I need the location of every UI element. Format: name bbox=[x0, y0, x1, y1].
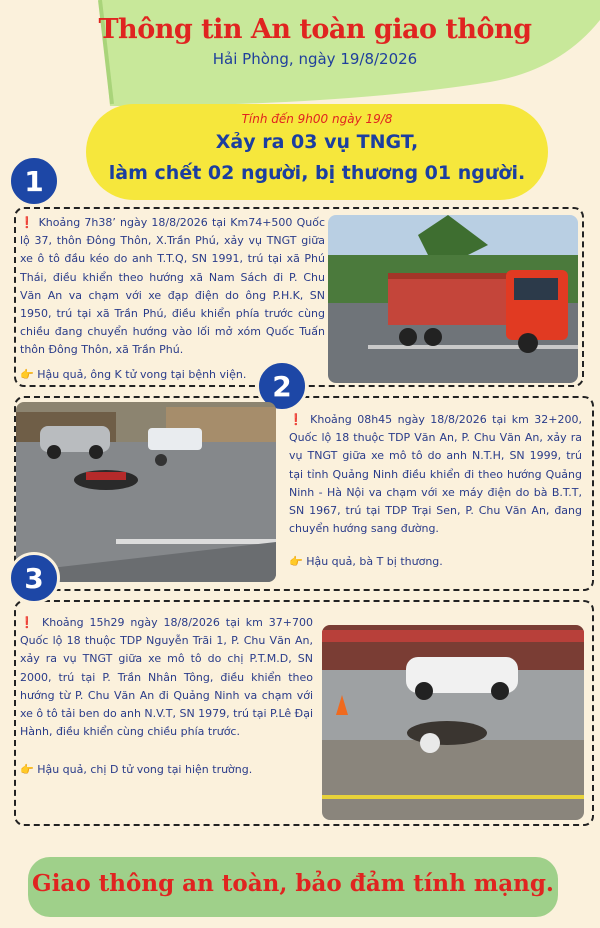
incident-3-number: 3 bbox=[8, 552, 60, 604]
pointing-hand-icon: 👉 bbox=[289, 555, 303, 568]
exclamation-icon: ❗ bbox=[289, 413, 305, 426]
incident-1-consequence-row bbox=[20, 368, 246, 381]
incident-2-consequence: Hậu quả, bà T bị thương. bbox=[306, 555, 443, 568]
page-title: Thông tin An toàn giao thông bbox=[98, 14, 532, 45]
summary-line-1: Xảy ra 03 vụ TNGT, bbox=[215, 131, 419, 153]
incident-1-consequence: Hậu quả, ông K tử vong tại bệnh viện. bbox=[37, 368, 247, 381]
incident-2-description: Khoảng 08h45 ngày 18/8/2026 tại km 32+200, Quốc lộ 18 thuộc TDP Văn An, P. Chu Văn An, xảy ra vụ TNGT giữa xe mô tô do anh N.T.H, SN 1999, trú tại tỉnh Quảng Ninh điều khiển đi theo hướng Quảng Ninh - Hà Nội va chạm với xe máy điện do bà B.T.T, SN 1967, trú tại TDP Trại Sen, P. Chu Văn An, đang chuyển hướng sang đường. bbox=[289, 413, 582, 536]
summary-caption: Tính đến 9h00 ngày 19/8 bbox=[241, 112, 393, 126]
page-subtitle: Hải Phòng, ngày 19/8/2026 bbox=[212, 50, 418, 68]
exclamation-icon: ❗ bbox=[20, 616, 37, 629]
incident-1-description: Khoảng 7h38’ ngày 18/8/2026 tại Km74+500 Quốc lộ 37, thôn Đông Thôn, X.Trần Phú, xảy vụ TNGT giữa xe ô tô đầu kéo do anh T.T.Q, SN 1991, trú tại xã Phú Thái, điều khiển theo hướng xã Nam Sách đi P. Chu Văn An va chạm với xe đạp điện do ông P.H.K, SN 1950, trú tại xã Trần Phú, điều khiển phía trước cùng chiều đang chuyển hướng vào lối mở xóm Quốc Tuấn thôn Đông Thôn, xã Trần Phú. bbox=[20, 216, 325, 357]
incident-2-text bbox=[289, 411, 582, 538]
incident-3-consequence-row bbox=[20, 763, 252, 776]
pointing-hand-icon: 👉 bbox=[20, 368, 34, 381]
incident-2-photo bbox=[16, 402, 276, 582]
exclamation-icon: ❗ bbox=[20, 216, 35, 229]
footer-slogan: Giao thông an toàn, bảo đảm tính mạng. bbox=[32, 870, 554, 897]
incident-1-text bbox=[20, 214, 325, 360]
incident-3-description: Khoảng 15h29 ngày 18/8/2026 tại km 37+700 Quốc lộ 18 thuộc TDP Nguyễn Trãi 1, P. Chu Văn An, xảy ra vụ TNGT giữa xe mô tô do chị P.T.M.D, SN 2000, trú tại P. Trần Nhân Tông, điều khiển theo hướng từ P. Chu Văn An đi Quảng Ninh va chạm với xe ô tô tải ben do anh N.V.T, SN 1979, trú tại P.Lê Đại Hành, điều khiển cùng chiều phía trước. bbox=[20, 616, 313, 739]
incident-2-consequence-row bbox=[289, 555, 443, 568]
incident-2-number: 2 bbox=[256, 360, 308, 412]
summary-line-2: làm chết 02 người, bị thương 01 người. bbox=[108, 162, 526, 184]
pointing-hand-icon: 👉 bbox=[20, 763, 34, 776]
incident-1-number: 1 bbox=[8, 155, 60, 207]
incident-3-text bbox=[20, 614, 313, 741]
incident-3-consequence: Hậu quả, chị D tử vong tại hiện trường. bbox=[37, 763, 253, 776]
incident-1-photo bbox=[328, 215, 578, 383]
incident-3-photo bbox=[322, 625, 584, 820]
